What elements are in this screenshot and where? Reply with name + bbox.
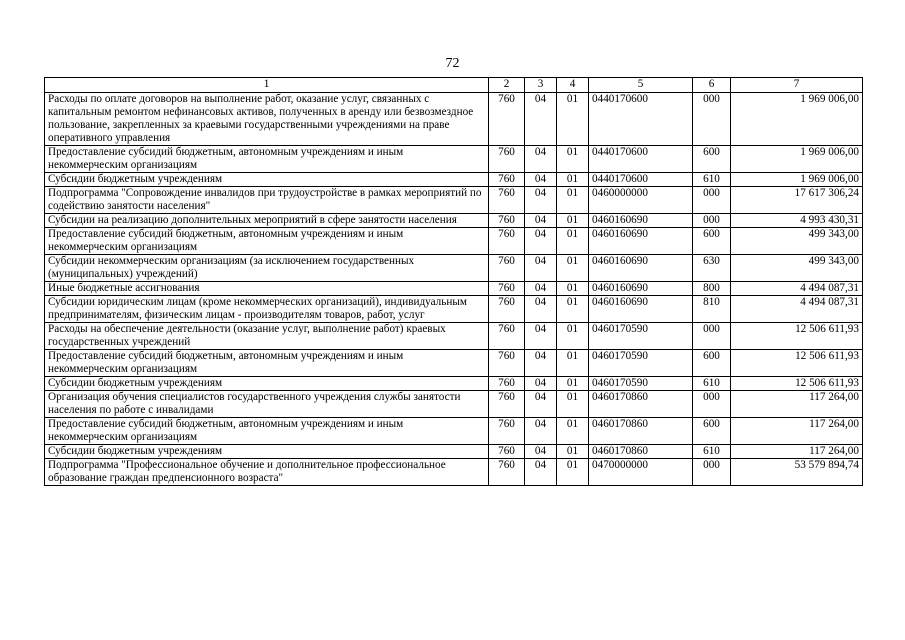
target-article-code: 0440170600 [589, 173, 693, 187]
column-header: 6 [693, 78, 731, 93]
ministry-code: 760 [489, 296, 525, 323]
expense-type-code: 000 [693, 214, 731, 228]
expense-type-code: 600 [693, 146, 731, 173]
row-description: Субсидии бюджетным учреждениям [45, 377, 489, 391]
expense-type-code: 630 [693, 255, 731, 282]
subsection-code: 01 [557, 255, 589, 282]
row-description: Субсидии бюджетным учреждениям [45, 445, 489, 459]
ministry-code: 760 [489, 255, 525, 282]
row-description: Субсидии бюджетным учреждениям [45, 173, 489, 187]
ministry-code: 760 [489, 445, 525, 459]
section-code: 04 [525, 445, 557, 459]
expense-type-code: 610 [693, 173, 731, 187]
target-article-code: 0460160690 [589, 296, 693, 323]
budget-table [44, 77, 863, 486]
page-number: 72 [445, 56, 460, 71]
amount: 12 506 611,93 [731, 350, 863, 377]
row-description: Субсидии некоммерческим организациям (за исключением государственных (муниципальных) учреждений) [45, 255, 489, 282]
row-description: Подпрограмма "Профессиональное обучение и дополнительное профессиональное образование граждан предпенсионного возраста" [45, 459, 489, 486]
column-header: 3 [525, 78, 557, 93]
expense-type-code: 000 [693, 459, 731, 486]
section-code: 04 [525, 323, 557, 350]
row-description: Расходы по оплате договоров на выполнение работ, оказание услуг, связанных с капитальным ремонтом нефинансовых активов, полученных в аренду или безвозмездное пользование, закрепленных за краевыми государственными учреждениями на праве оперативного управления [45, 93, 489, 146]
amount: 12 506 611,93 [731, 377, 863, 391]
row-description: Иные бюджетные ассигнования [45, 282, 489, 296]
target-article-code: 0460160690 [589, 214, 693, 228]
section-code: 04 [525, 459, 557, 486]
section-code: 04 [525, 214, 557, 228]
target-article-code: 0460170590 [589, 377, 693, 391]
amount: 117 264,00 [731, 391, 863, 418]
row-description: Подпрограмма "Сопровождение инвалидов при трудоустройстве в рамках мероприятий по содействию занятости населения" [45, 187, 489, 214]
subsection-code: 01 [557, 350, 589, 377]
target-article-code: 0460160690 [589, 282, 693, 296]
ministry-code: 760 [489, 459, 525, 486]
subsection-code: 01 [557, 282, 589, 296]
table-header-row [45, 78, 863, 93]
subsection-code: 01 [557, 445, 589, 459]
amount: 499 343,00 [731, 228, 863, 255]
subsection-code: 01 [557, 214, 589, 228]
subsection-code: 01 [557, 173, 589, 187]
expense-type-code: 610 [693, 445, 731, 459]
expense-type-code: 810 [693, 296, 731, 323]
target-article-code: 0460160690 [589, 255, 693, 282]
amount: 1 969 006,00 [731, 173, 863, 187]
section-code: 04 [525, 282, 557, 296]
ministry-code: 760 [489, 391, 525, 418]
amount: 4 494 087,31 [731, 296, 863, 323]
amount: 1 969 006,00 [731, 93, 863, 146]
section-code: 04 [525, 350, 557, 377]
subsection-code: 01 [557, 459, 589, 486]
subsection-code: 01 [557, 377, 589, 391]
ministry-code: 760 [489, 214, 525, 228]
ministry-code: 760 [489, 93, 525, 146]
amount: 117 264,00 [731, 418, 863, 445]
table-row [45, 418, 863, 445]
subsection-code: 01 [557, 146, 589, 173]
row-description: Предоставление субсидий бюджетным, автономным учреждениям и иным некоммерческим организациям [45, 228, 489, 255]
expense-type-code: 000 [693, 391, 731, 418]
row-description: Организация обучения специалистов государственного учреждения службы занятости населения по работе с инвалидами [45, 391, 489, 418]
row-description: Субсидии на реализацию дополнительных мероприятий в сфере занятости населения [45, 214, 489, 228]
target-article-code: 0440170600 [589, 93, 693, 146]
table-row [45, 93, 863, 146]
ministry-code: 760 [489, 323, 525, 350]
ministry-code: 760 [489, 418, 525, 445]
column-header: 2 [489, 78, 525, 93]
target-article-code: 0460170860 [589, 418, 693, 445]
subsection-code: 01 [557, 93, 589, 146]
target-article-code: 0460170860 [589, 445, 693, 459]
table-row [45, 350, 863, 377]
table-row [45, 459, 863, 486]
table-row [45, 377, 863, 391]
column-header: 1 [45, 78, 489, 93]
amount: 499 343,00 [731, 255, 863, 282]
table-body [45, 93, 863, 486]
amount: 53 579 894,74 [731, 459, 863, 486]
target-article-code: 0460170590 [589, 350, 693, 377]
table-row [45, 282, 863, 296]
expense-type-code: 600 [693, 418, 731, 445]
target-article-code: 0470000000 [589, 459, 693, 486]
amount: 12 506 611,93 [731, 323, 863, 350]
section-code: 04 [525, 146, 557, 173]
row-description: Предоставление субсидий бюджетным, автономным учреждениям и иным некоммерческим организациям [45, 418, 489, 445]
expense-type-code: 000 [693, 93, 731, 146]
section-code: 04 [525, 296, 557, 323]
section-code: 04 [525, 418, 557, 445]
expense-type-code: 000 [693, 187, 731, 214]
amount: 17 617 306,24 [731, 187, 863, 214]
target-article-code: 0460170590 [589, 323, 693, 350]
table-row [45, 228, 863, 255]
row-description: Расходы на обеспечение деятельности (оказание услуг, выполнение работ) краевых государственных учреждений [45, 323, 489, 350]
target-article-code: 0460000000 [589, 187, 693, 214]
section-code: 04 [525, 391, 557, 418]
ministry-code: 760 [489, 282, 525, 296]
section-code: 04 [525, 377, 557, 391]
ministry-code: 760 [489, 377, 525, 391]
ministry-code: 760 [489, 228, 525, 255]
table-row [45, 323, 863, 350]
row-description: Предоставление субсидий бюджетным, автономным учреждениям и иным некоммерческим организациям [45, 350, 489, 377]
target-article-code: 0460170860 [589, 391, 693, 418]
subsection-code: 01 [557, 296, 589, 323]
expense-type-code: 600 [693, 350, 731, 377]
amount: 1 969 006,00 [731, 146, 863, 173]
column-header: 4 [557, 78, 589, 93]
section-code: 04 [525, 173, 557, 187]
column-header: 5 [589, 78, 693, 93]
amount: 117 264,00 [731, 445, 863, 459]
amount: 4 494 087,31 [731, 282, 863, 296]
target-article-code: 0440170600 [589, 146, 693, 173]
table-row [45, 173, 863, 187]
row-description: Предоставление субсидий бюджетным, автономным учреждениям и иным некоммерческим организациям [45, 146, 489, 173]
table-row [45, 445, 863, 459]
expense-type-code: 610 [693, 377, 731, 391]
expense-type-code: 800 [693, 282, 731, 296]
subsection-code: 01 [557, 391, 589, 418]
expense-type-code: 000 [693, 323, 731, 350]
subsection-code: 01 [557, 187, 589, 214]
table-row [45, 187, 863, 214]
ministry-code: 760 [489, 187, 525, 214]
subsection-code: 01 [557, 323, 589, 350]
ministry-code: 760 [489, 146, 525, 173]
table-row [45, 214, 863, 228]
section-code: 04 [525, 93, 557, 146]
expense-type-code: 600 [693, 228, 731, 255]
subsection-code: 01 [557, 418, 589, 445]
column-header: 7 [731, 78, 863, 93]
table-row [45, 255, 863, 282]
subsection-code: 01 [557, 228, 589, 255]
table-row [45, 146, 863, 173]
section-code: 04 [525, 187, 557, 214]
row-description: Субсидии юридическим лицам (кроме некоммерческих организаций), индивидуальным предпринимателям, физическим лицам - производителям товаров, работ, услуг [45, 296, 489, 323]
ministry-code: 760 [489, 173, 525, 187]
section-code: 04 [525, 255, 557, 282]
section-code: 04 [525, 228, 557, 255]
ministry-code: 760 [489, 350, 525, 377]
table-row [45, 391, 863, 418]
amount: 4 993 430,31 [731, 214, 863, 228]
table-row [45, 296, 863, 323]
target-article-code: 0460160690 [589, 228, 693, 255]
